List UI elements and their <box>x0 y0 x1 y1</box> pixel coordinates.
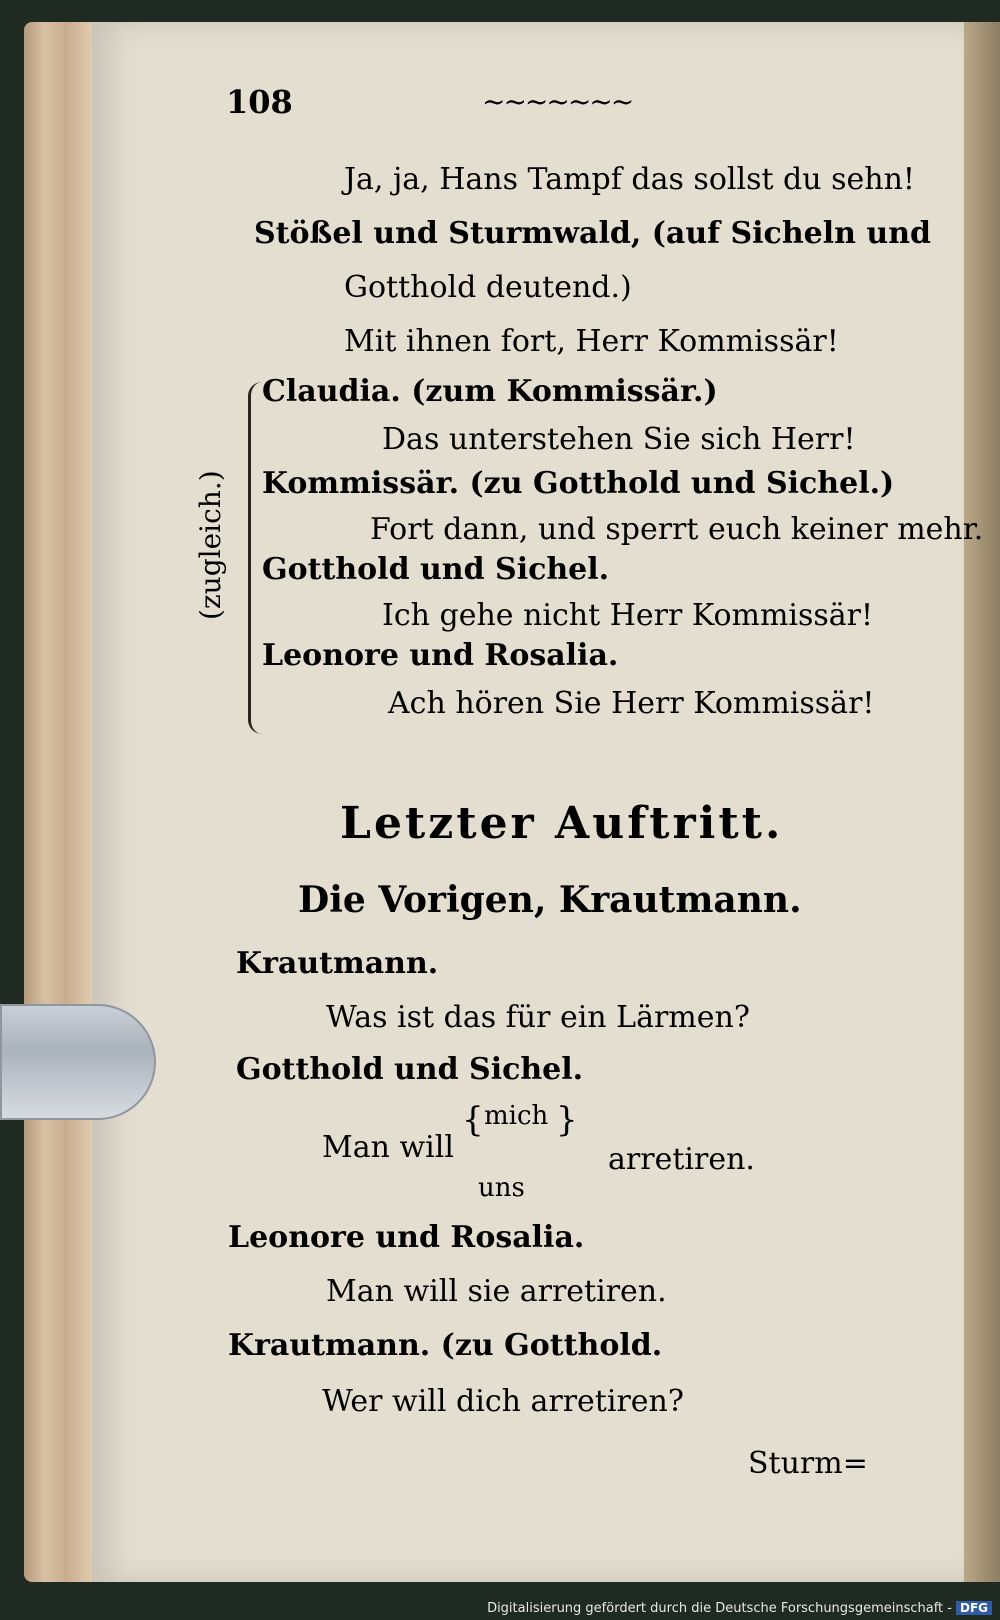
bracket-close-right: } <box>556 1100 578 1140</box>
speaker-line: Krautmann. <box>236 946 439 981</box>
footer <box>487 1601 992 1616</box>
side-label-zugleich: (zugleich.) <box>194 470 227 620</box>
scene-subheading: Die Vorigen, Krautmann. <box>298 879 802 921</box>
book-page-edges <box>24 22 94 1582</box>
text-line: Das unterstehen Sie sich Herr! <box>382 422 856 457</box>
text-line: Ja, ja, Hans Tampf das sollst du sehn! <box>344 162 915 197</box>
text-line: Wer will dich arretiren? <box>322 1384 684 1419</box>
speaker-line: Krautmann. (zu Gotthold. <box>228 1328 663 1363</box>
text-line: Man will <box>322 1130 454 1165</box>
option-text: uns <box>478 1173 525 1203</box>
speaker-line: Leonore und Rosalia. <box>262 638 619 673</box>
speaker-line: Leonore und Rosalia. <box>228 1220 585 1255</box>
speaker-line: Gotthold und Sichel. <box>236 1052 584 1087</box>
text-line: Was ist das für ein Lärmen? <box>326 1000 750 1035</box>
text-line: Ach hören Sie Herr Kommissär! <box>388 686 875 721</box>
dfg-logo: DFG <box>956 1601 992 1615</box>
text-line: Ich gehe nicht Herr Kommissär! <box>382 598 874 633</box>
speaker-line: Claudia. (zum Kommissär.) <box>262 374 718 409</box>
header-ornament: ~~~~~~~ <box>482 85 633 118</box>
bracket-open-left: { <box>462 1100 484 1140</box>
simultaneous-bracket <box>248 382 271 734</box>
text-line: Mit ihnen fort, Herr Kommissär! <box>344 324 839 359</box>
footer-text: Digitalisierung gefördert durch die Deutsche Forschungsgemeinschaft - <box>487 1601 952 1616</box>
text-line: arretiren. <box>608 1142 755 1177</box>
text-line: Gotthold deutend.) <box>344 270 632 305</box>
text-line: Fort dann, und sperrt euch keiner mehr. <box>370 512 984 547</box>
page-number: 108 <box>226 83 293 121</box>
option-text: mich <box>484 1101 549 1131</box>
scene-heading: Letzter Auftritt. <box>340 798 784 849</box>
speaker-line: Kommissär. (zu Gotthold und Sichel.) <box>262 466 895 501</box>
catchword: Sturm= <box>748 1446 868 1481</box>
text-line: Stößel und Sturmwald, (auf Sicheln und <box>254 216 931 251</box>
book-right-edge <box>964 22 1000 1582</box>
speaker-line: Gotthold und Sichel. <box>262 552 610 587</box>
text-line: Man will sie arretiren. <box>326 1274 667 1309</box>
page-holder-clip <box>0 1004 156 1120</box>
